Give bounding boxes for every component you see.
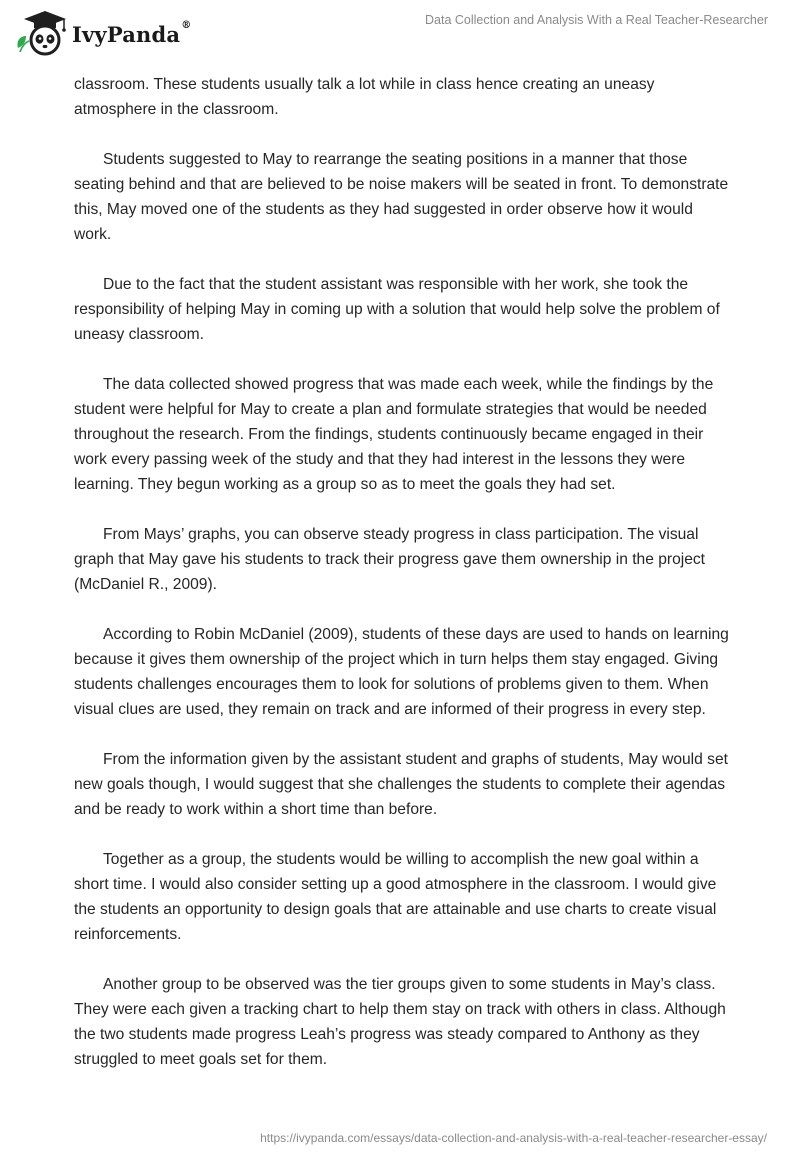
source-url[interactable]: https://ivypanda.com/essays/data-collection-and-analysis-with-a-real-teacher-researcher-essay/ — [260, 1131, 767, 1145]
document-title: Data Collection and Analysis With a Real Teacher-Researcher — [425, 13, 768, 27]
paragraph: Another group to be observed was the tier groups given to some students in May’s class. They were each given a tracking chart to help them stay on track with others in class. Although the two students made progress Leah’s progress was steady compared to Anthony as they struggled to meet goals set for them. — [74, 976, 726, 1068]
registered-mark: ® — [181, 19, 192, 31]
paragraph: Students suggested to May to rearrange the seating positions in a manner that those seating behind and that are believed to be noise makers will be seated in front. To demonstrate this, May moved one of the students as they had suggested in order observe how it would work. — [74, 151, 729, 243]
paragraph: The data collected showed progress that was made each week, while the findings by the student were helpful for May to create a plan and formulate strategies that would be needed throughout the research. From the findings, students continuously became engaged in their work every passing week of the study and that they had interest in the lessons they were learning. They begun working as a group so as to meet the goals they had set. — [74, 376, 714, 493]
brand-name: IvyPanda® — [72, 19, 192, 47]
paragraph: According to Robin McDaniel (2009), students of these days are used to hands on learning because it gives them ownership of the project which in turn helps them stay engaged. Giving students challenges encourages them to look for solutions of problems given to them. When visual clues are used, they remain on track and are informed of their progress in every step. — [74, 626, 729, 718]
paragraph: From the information given by the assistant student and graphs of students, May would set new goals though, I would suggest that she challenges the students to complete their agendas and be ready to work within a short time than before. — [74, 751, 728, 818]
page-header — [0, 0, 800, 70]
panda-graduate-icon — [14, 8, 70, 58]
paragraph: From Mays’ graphs, you can observe steady progress in class participation. The visual graph that May gave his students to track their progress gave them ownership in the project (McDaniel R., 2009). — [74, 526, 706, 593]
ivypanda-logo[interactable] — [14, 8, 191, 58]
paragraph: Together as a group, the students would be willing to accomplish the new goal within a short time. I would also consider setting up a good atmosphere in the classroom. I would give the students an opportunity to design goals that are attainable and use charts to create visual reinforcements. — [74, 851, 717, 943]
paragraph: Due to the fact that the student assistant was responsible with her work, she took the responsibility of helping May in coming up with a solution that would help solve the problem of uneasy classroom. — [74, 276, 720, 343]
article-body — [74, 72, 734, 1097]
paragraph: classroom. These students usually talk a lot while in class hence creating an uneasy atmosphere in the classroom. — [74, 76, 655, 118]
